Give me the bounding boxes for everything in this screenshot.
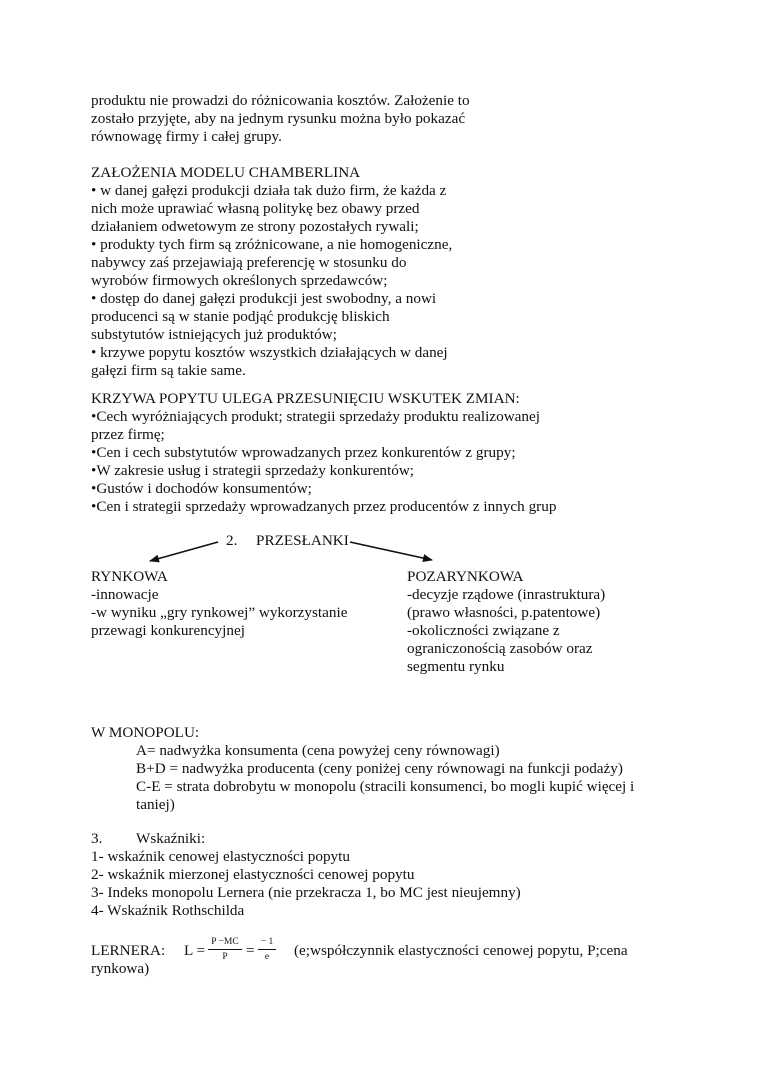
premises-number: 2. — [226, 532, 238, 549]
premises-title: PRZESŁANKI — [256, 532, 349, 549]
chamberlin-line: • dostęp do danej gałęzi produkcji jest swobodny, a nowi — [91, 290, 437, 307]
lerner-fraction-bar-1 — [208, 949, 242, 950]
demand-shift-line: •Cech wyróżniających produkt; strategii sprzedaży produktu realizowanej — [91, 408, 540, 425]
market-line: -w wyniku „gry rynkowej” wykorzystanie — [91, 604, 348, 621]
lerner-numerator-1: P −MC — [211, 937, 239, 947]
lerner-numerator-2: − 1 — [260, 937, 274, 947]
market-line: przewagi konkurencyjnej — [91, 622, 245, 639]
chamberlin-line: producenci są w stanie podjąć produkcję bliskich — [91, 308, 390, 325]
lerner-note: (e;współczynnik elastyczności cenowej popytu, P;cena — [294, 942, 628, 959]
arrow-right — [350, 542, 432, 560]
demand-shift-line: •Cen i cech substytutów wprowadzanych przez konkurentów z grupy; — [91, 444, 516, 461]
market-line: -innowacje — [91, 586, 159, 603]
lerner-label: LERNERA: — [91, 942, 166, 959]
nonmarket-line: -okoliczności związane z — [407, 622, 560, 639]
demand-shift-line: •W zakresie usług i strategii sprzedaży konkurentów; — [91, 462, 415, 479]
lerner-fraction-bar-2 — [258, 949, 276, 950]
nonmarket-line: segmentu rynku — [407, 658, 505, 675]
arrow-left — [150, 542, 218, 561]
chamberlin-line: • produkty tych firm są zróżnicowane, a nie homogeniczne, — [91, 236, 453, 253]
monopoly-line: B+D = nadwyżka producenta (ceny poniżej ceny równowagi na funkcji podaży) — [136, 760, 623, 777]
indicator-item: 1- wskaźnik cenowej elastyczności popytu — [91, 848, 350, 865]
chamberlin-line: • krzywe popytu kosztów wszystkich działających w danej — [91, 344, 448, 361]
monopoly-line: taniej) — [136, 796, 175, 813]
chamberlin-line: substytutów istniejących już produktów; — [91, 326, 337, 343]
chamberlin-line: nich może uprawiać własną politykę bez obawy przed — [91, 200, 420, 217]
intro-line-3: równowagę firmy i całej grupy. — [91, 128, 282, 145]
nonmarket-line: (prawo własności, p.patentowe) — [407, 604, 601, 621]
nonmarket-heading: POZARYNKOWA — [407, 568, 524, 585]
lerner-denominator-1: P — [222, 952, 228, 962]
chamberlin-line: działaniem odwetowym ze strony pozostałych rywali; — [91, 218, 419, 235]
market-heading: RYNKOWA — [91, 568, 168, 585]
chamberlin-heading: ZAŁOŻENIA MODELU CHAMBERLINA — [91, 164, 361, 181]
indicator-item: 4- Wskaźnik Rothschilda — [91, 902, 245, 919]
lerner-lhs: L = — [184, 942, 206, 959]
intro-line-1: produktu nie prowadzi do różnicowania kosztów. Założenie to — [91, 92, 470, 109]
demand-shift-line: •Gustów i dochodów konsumentów; — [91, 480, 312, 497]
lerner-equals: = — [246, 942, 255, 959]
chamberlin-line: • w danej gałęzi produkcji działa tak dużo firm, że każda z — [91, 182, 447, 199]
lerner-denominator-2: e — [264, 952, 270, 962]
chamberlin-line: wyrobów firmowych określonych sprzedawców; — [91, 272, 388, 289]
indicator-item: 2- wskaźnik mierzonej elastyczności cenowej popytu — [91, 866, 415, 883]
nonmarket-line: -decyzje rządowe (inrastruktura) — [407, 586, 606, 603]
monopoly-line: A= nadwyżka konsumenta (cena powyżej ceny równowagi) — [136, 742, 500, 759]
indicators-number: 3. — [91, 830, 103, 847]
chamberlin-line: gałęzi firm są takie same. — [91, 362, 246, 379]
monopoly-heading: W MONOPOLU: — [91, 724, 200, 741]
nonmarket-line: ograniczonością zasobów oraz — [407, 640, 593, 657]
demand-shift-heading: KRZYWA POPYTU ULEGA PRZESUNIĘCIU WSKUTEK ZMIAN: — [91, 390, 520, 407]
intro-line-2: zostało przyjęte, aby na jednym rysunku można było pokazać — [91, 110, 466, 127]
demand-shift-line: •Cen i strategii sprzedaży wprowadzanych przez producentów z innych grup — [91, 498, 557, 515]
monopoly-line: C-E = strata dobrobytu w monopolu (stracili konsumenci, bo mogli kupić więcej i — [136, 778, 635, 795]
indicator-item: 3- Indeks monopolu Lernera (nie przekracza 1, bo MC jest nieujemny) — [91, 884, 521, 901]
lerner-note-cont: rynkowa) — [91, 960, 150, 977]
indicators-title: Wskaźniki: — [136, 830, 206, 847]
demand-shift-line: przez firmę; — [91, 426, 165, 443]
chamberlin-line: nabywcy zaś przejawiają preferencję w stosunku do — [91, 254, 407, 271]
